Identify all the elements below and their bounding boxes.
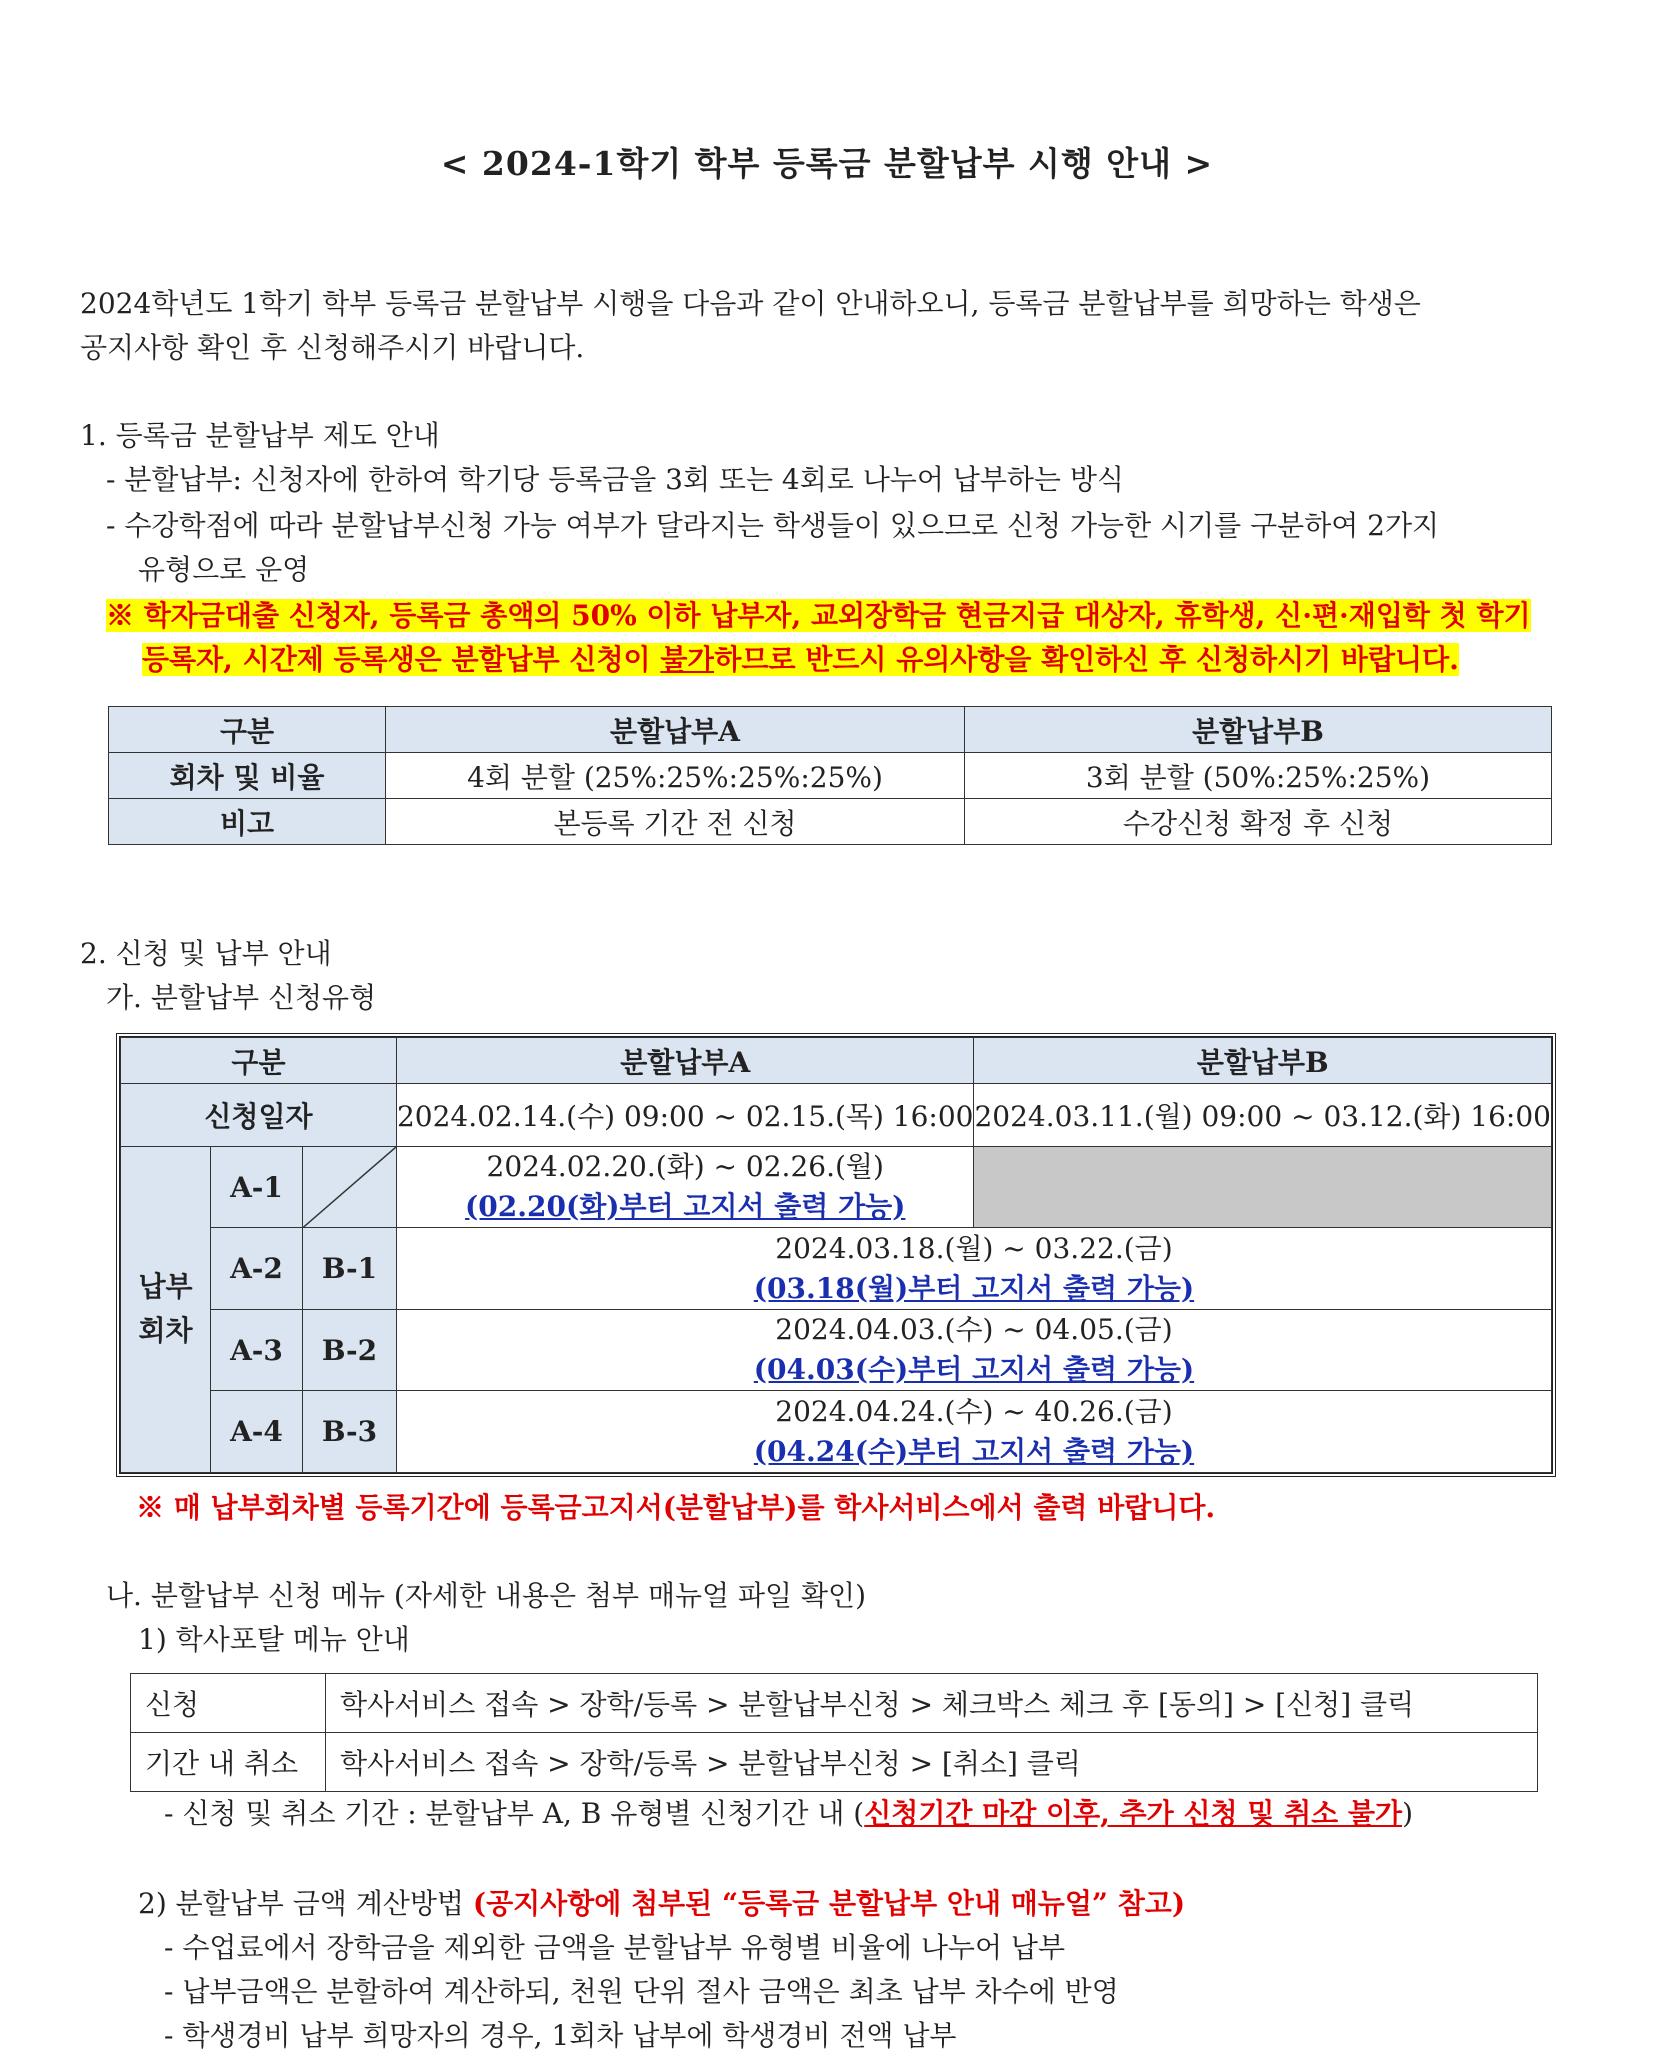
- row-label: 신청일자: [121, 1084, 397, 1146]
- calc-heading: [138, 1882, 1185, 1926]
- menu-label: 기간 내 취소: [131, 1733, 326, 1792]
- section2-heading: 2. 신청 및 납부 안내: [80, 937, 332, 970]
- table-row: [109, 707, 1552, 753]
- menu-label: 신청: [131, 1674, 326, 1733]
- period-note-a: - 신청 및 취소 기간 : 분할납부 A, B 유형별 신청기간 내 (: [164, 1797, 865, 1830]
- intro-line-2: 공지사항 확인 후 신청해주시기 바랍니다.: [80, 331, 585, 364]
- period-note: [164, 1792, 1413, 1836]
- warning-text-2a: 등록자, 시간제 등록생은 분할납부 신청이: [142, 643, 661, 676]
- round-date: 2024.02.20.(화) ~ 02.26.(월): [486, 1150, 884, 1184]
- table-cell: 2024.02.14.(수) 09:00 ~ 02.15.(목) 16:00: [396, 1084, 974, 1146]
- diagonal-line: [303, 1147, 396, 1228]
- section1-bullet-1: - 분할납부: 신청자에 한하여 학기당 등록금을 3회 또는 4회로 나누어 납부하는 방식: [106, 463, 1124, 496]
- round-a: A-2: [210, 1228, 302, 1310]
- section2-sub-ga: 가. 분할납부 신청유형: [106, 981, 377, 1014]
- installment-type-table: [108, 706, 1552, 845]
- empty-diagonal-cell: [302, 1146, 396, 1228]
- round-note: (04.24(수)부터 고지서 출력 가능): [753, 1434, 1195, 1468]
- section2-sub-na: 나. 분할납부 신청 메뉴 (자세한 내용은 첨부 매뉴얼 파일 확인): [106, 1579, 867, 1612]
- round-cell: [396, 1146, 974, 1228]
- calc-heading-a: 2) 분할납부 금액 계산방법: [138, 1887, 473, 1920]
- round-a: A-4: [210, 1391, 302, 1473]
- table-header: 분할납부B: [974, 1038, 1552, 1084]
- warning-text-1: ※ 학자금대출 신청자, 등록금 총액의 50% 이하 납부자, 교외장학금 현금지급 대상자, 휴학생, 신·편·재입학 첫 학기: [106, 599, 1531, 632]
- calc-bullet-3: - 학생경비 납부 희망자의 경우, 1회차 납부에 학생경비 전액 납부: [164, 2019, 957, 2052]
- table-cell: 2024.03.11.(월) 09:00 ~ 03.12.(화) 16:00: [974, 1084, 1552, 1146]
- round-date: 2024.04.24.(수) ~ 40.26.(금): [775, 1394, 1173, 1428]
- round-a: A-3: [210, 1309, 302, 1391]
- gray-empty-cell: [974, 1146, 1552, 1228]
- intro-line-1: 2024학년도 1학기 학부 등록금 분할납부 시행을 다음과 같이 안내하오니, 등록금 분할납부를 희망하는 학생은: [80, 287, 1421, 320]
- table-header: 분할납부A: [386, 707, 965, 753]
- section1-bullet-2-cont: 유형으로 운영: [138, 553, 310, 586]
- menu-path: 학사서비스 접속 > 장학/등록 > 분할납부신청 > 체크박스 체크 후 [동의] > [신청] 클릭: [326, 1674, 1538, 1733]
- menu-heading: 1) 학사포탈 메뉴 안내: [138, 1623, 410, 1656]
- round-note: (04.03(수)부터 고지서 출력 가능): [753, 1353, 1195, 1387]
- round-cell: [396, 1309, 1551, 1391]
- table-row: [121, 1228, 1552, 1310]
- round-a: A-1: [210, 1146, 302, 1228]
- round-date: 2024.03.18.(월) ~ 03.22.(금): [775, 1231, 1173, 1265]
- round-label: [121, 1146, 211, 1472]
- round-b: B-3: [302, 1391, 396, 1473]
- table-cell: 본등록 기간 전 신청: [386, 799, 965, 845]
- round-cell: [396, 1228, 1551, 1310]
- round-note: (02.20(화)부터 고지서 출력 가능): [465, 1190, 906, 1224]
- table-row: [121, 1146, 1552, 1228]
- page-title: < 2024-1학기 학부 등록금 분할납부 시행 안내 >: [440, 144, 1214, 183]
- row-label: 회차 및 비율: [109, 753, 386, 799]
- table-row: [121, 1084, 1552, 1146]
- table-row: [109, 753, 1552, 799]
- schedule-table-frame: [116, 1033, 1556, 1477]
- calc-bullet-1: - 수업료에서 장학금을 제외한 금액을 분할납부 유형별 비율에 나누어 납부: [164, 1931, 1066, 1964]
- table-row: [131, 1674, 1538, 1733]
- table-note-text: ※ 매 납부회차별 등록기간에 등록금고지서(분할납부)를 학사서비스에서 출력 바랍니다.: [136, 1491, 1216, 1524]
- table-header: 구분: [121, 1038, 397, 1084]
- round-cell: [396, 1391, 1551, 1473]
- calc-heading-red: (공지사항에 첨부된 “등록금 분할납부 안내 매뉴얼” 참고): [472, 1887, 1186, 1920]
- table-cell: 수강신청 확정 후 신청: [965, 799, 1552, 845]
- period-note-b: ): [1402, 1797, 1413, 1830]
- menu-path: 학사서비스 접속 > 장학/등록 > 분할납부신청 > [취소] 클릭: [326, 1733, 1538, 1792]
- section1-heading: 1. 등록금 분할납부 제도 안내: [80, 419, 440, 452]
- period-note-red: 신청기간 마감 이후, 추가 신청 및 취소 불가: [864, 1797, 1403, 1830]
- table-row: [121, 1309, 1552, 1391]
- table-cell: 4회 분할 (25%:25%:25%:25%): [386, 753, 965, 799]
- table-row: [109, 799, 1552, 845]
- round-label-line-2: 회차: [138, 1314, 193, 1348]
- warning-text-2-underline: 불가: [660, 643, 715, 676]
- round-date: 2024.04.03.(수) ~ 04.05.(금): [775, 1313, 1173, 1347]
- round-b: B-2: [302, 1309, 396, 1391]
- schedule-table: [120, 1037, 1552, 1473]
- portal-menu-table: [130, 1673, 1538, 1792]
- table-note: [136, 1486, 1215, 1530]
- round-b: B-1: [302, 1228, 396, 1310]
- table-header: 구분: [109, 707, 386, 753]
- table-row: [121, 1038, 1552, 1084]
- table-cell: 3회 분할 (50%:25%:25%): [965, 753, 1552, 799]
- table-header: 분할납부A: [396, 1038, 974, 1084]
- row-label: 비고: [109, 799, 386, 845]
- round-label-line-1: 납부: [138, 1270, 193, 1304]
- table-header: 분할납부B: [965, 707, 1552, 753]
- warning-line-1: [106, 594, 1531, 638]
- table-row: [131, 1733, 1538, 1792]
- round-note: (03.18(월)부터 고지서 출력 가능): [753, 1271, 1195, 1305]
- warning-text-2b: 하므로 반드시 유의사항을 확인하신 후 신청하시기 바랍니다.: [714, 643, 1459, 676]
- calc-bullet-2: - 납부금액은 분할하여 계산하되, 천원 단위 절사 금액은 최초 납부 차수에 반영: [164, 1975, 1119, 2008]
- warning-line-2: [142, 638, 1459, 682]
- table-row: [121, 1391, 1552, 1473]
- section1-bullet-2: - 수강학점에 따라 분할납부신청 가능 여부가 달라지는 학생들이 있으므로 신청 가능한 시기를 구분하여 2가지: [106, 509, 1440, 542]
